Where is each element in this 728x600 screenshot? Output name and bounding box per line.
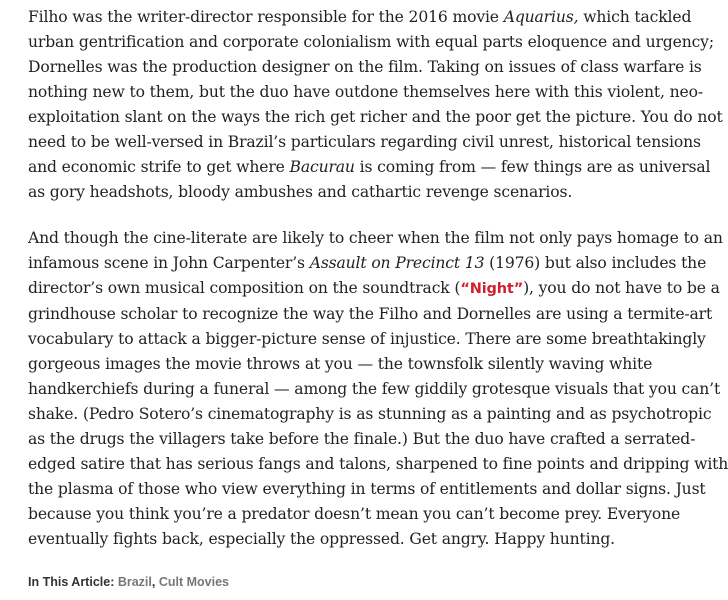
text-line: grindhouse scholar to recognize the way the Filho and Dornelles are using a termite-art	[28, 305, 713, 323]
text-span: which tackled	[578, 8, 692, 26]
text-line: as the drugs the villagers take before the finale.) But the duo have crafted a serrated-	[28, 430, 696, 448]
text-line: edged satire that has serious fangs and talons, sharpened to fine points and dripping with	[28, 455, 728, 473]
text-line	[28, 5, 692, 30]
text-line: nothing new to them, but the duo have outdone themselves here with this violent, neo-	[28, 83, 703, 101]
text-line: as gory headshots, bloody ambushes and cathartic revenge scenarios.	[28, 183, 573, 201]
article-paragraph-1	[28, 5, 723, 205]
text-span: and economic strife to get where	[28, 158, 290, 176]
article-body	[28, 5, 728, 552]
tags-label: In This Article:	[28, 575, 115, 589]
text-span: Filho was the writer-director responsible for the 2016 movie	[28, 8, 504, 26]
film-title-bacurau: Bacurau	[289, 158, 355, 176]
tag-separator: ,	[151, 575, 159, 589]
article-tags	[28, 575, 229, 589]
text-line: gorgeous images the movie throws at you — the townsfolk silently waving white	[28, 355, 653, 373]
text-line: because you think you’re a predator doesn’t mean you can’t become prey. Everyone	[28, 505, 681, 523]
text-span: infamous scene in John Carpenter’s	[28, 254, 310, 272]
text-span: ), you do not have to be a	[523, 279, 720, 297]
text-span: director’s own musical composition on the soundtrack (	[28, 279, 461, 297]
text-line	[28, 251, 707, 276]
text-line: And though the cine-literate are likely to cheer when the film not only pays homage to an	[28, 229, 723, 247]
text-line: Dornelles was the production designer on the film. Taking on issues of class warfare is	[28, 58, 702, 76]
film-title-assault-on-precinct-13: Assault on Precinct 13	[309, 254, 485, 272]
text-line: urban gentrification and corporate colonialism with equal parts eloquence and urgency;	[28, 33, 714, 51]
text-line: need to be well-versed in Brazil’s particulars regarding civil unrest, historical tensions	[28, 133, 701, 151]
tag-link-cult-movies[interactable]: Cult Movies	[158, 575, 229, 589]
tag-link-brazil[interactable]: Brazil	[117, 575, 152, 589]
text-line: vocabulary to attack a bigger-picture sense of injustice. There are some breathtakingly	[28, 330, 706, 348]
text-line: handkerchiefs during a funeral — among the few giddily grotesque visuals that you can’t	[28, 380, 721, 398]
text-line: exploitation slant on the ways the rich get richer and the poor get the picture. You do not	[28, 108, 723, 126]
film-title-aquarius: Aquarius,	[503, 8, 579, 26]
text-line	[28, 276, 720, 302]
text-line: the plasma of those who view everything in terms of entitlements and dollar signs. Just	[28, 480, 706, 498]
text-line	[28, 155, 711, 180]
text-span: (1976) but also includes the	[484, 254, 707, 272]
night-song-link[interactable]: “Night”	[460, 281, 524, 297]
article-paragraph-2	[28, 226, 728, 552]
text-line: shake. (Pedro Sotero’s cinematography is as stunning as a painting and as psychotropic	[28, 405, 712, 423]
text-line: eventually fights back, especially the oppressed. Get angry. Happy hunting.	[28, 530, 615, 548]
text-span: is coming from — few things are as universal	[354, 158, 711, 176]
